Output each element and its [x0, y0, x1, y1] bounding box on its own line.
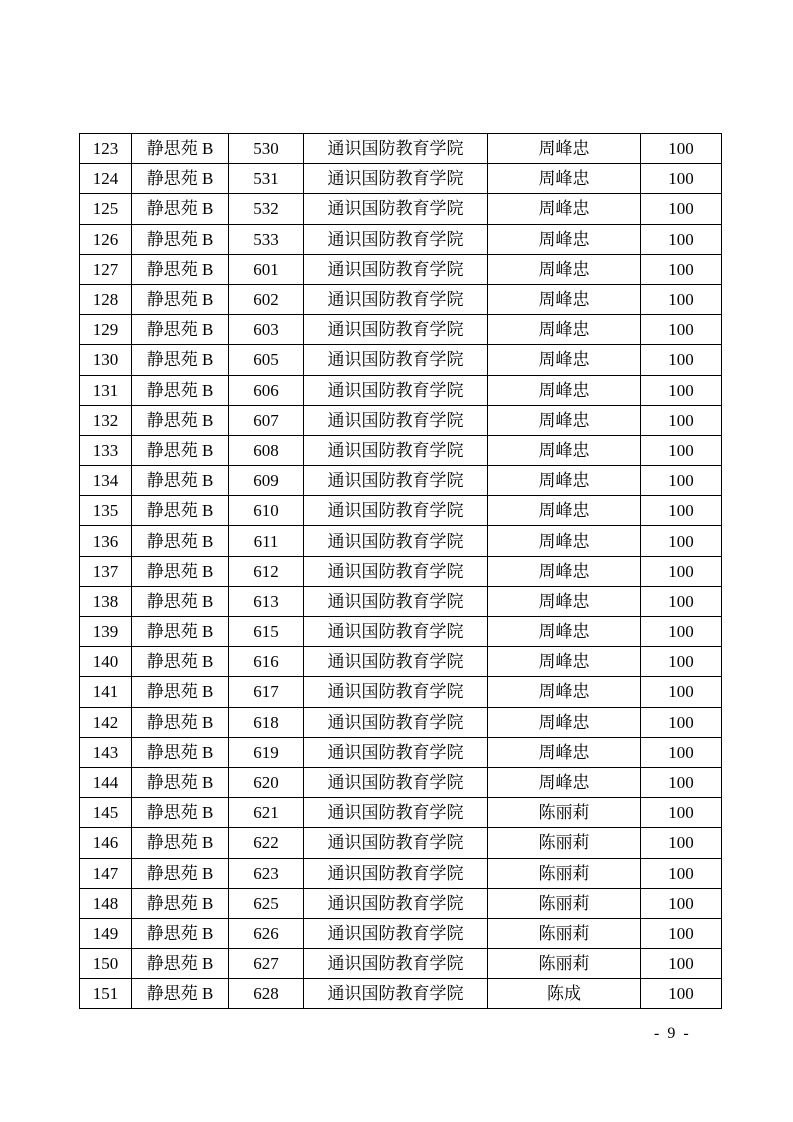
- building-cell: 静思苑 B: [132, 315, 229, 345]
- row-index-cell: 125: [80, 194, 132, 224]
- score-cell: 100: [641, 405, 722, 435]
- counselor-cell: 周峰忠: [488, 466, 641, 496]
- table-row: [80, 888, 722, 918]
- counselor-cell: 周峰忠: [488, 526, 641, 556]
- row-index-cell: 145: [80, 798, 132, 828]
- score-cell: 100: [641, 918, 722, 948]
- room-number-cell: 621: [229, 798, 304, 828]
- building-cell: 静思苑 B: [132, 164, 229, 194]
- counselor-cell: 周峰忠: [488, 617, 641, 647]
- college-cell: 通识国防教育学院: [304, 918, 488, 948]
- building-cell: 静思苑 B: [132, 466, 229, 496]
- room-number-cell: 607: [229, 405, 304, 435]
- room-number-cell: 627: [229, 949, 304, 979]
- counselor-cell: 周峰忠: [488, 707, 641, 737]
- table-row: [80, 466, 722, 496]
- room-number-cell: 601: [229, 254, 304, 284]
- counselor-cell: 周峰忠: [488, 345, 641, 375]
- building-cell: 静思苑 B: [132, 254, 229, 284]
- building-cell: 静思苑 B: [132, 375, 229, 405]
- row-index-cell: 126: [80, 224, 132, 254]
- row-index-cell: 147: [80, 858, 132, 888]
- score-cell: 100: [641, 254, 722, 284]
- building-cell: 静思苑 B: [132, 496, 229, 526]
- building-cell: 静思苑 B: [132, 586, 229, 616]
- counselor-cell: 陈丽莉: [488, 888, 641, 918]
- building-cell: 静思苑 B: [132, 194, 229, 224]
- counselor-cell: 陈丽莉: [488, 949, 641, 979]
- college-cell: 通识国防教育学院: [304, 284, 488, 314]
- college-cell: 通识国防教育学院: [304, 435, 488, 465]
- college-cell: 通识国防教育学院: [304, 858, 488, 888]
- college-cell: 通识国防教育学院: [304, 767, 488, 797]
- college-cell: 通识国防教育学院: [304, 828, 488, 858]
- score-cell: 100: [641, 647, 722, 677]
- counselor-cell: 周峰忠: [488, 405, 641, 435]
- counselor-cell: 周峰忠: [488, 586, 641, 616]
- building-cell: 静思苑 B: [132, 737, 229, 767]
- score-cell: 100: [641, 617, 722, 647]
- score-cell: 100: [641, 164, 722, 194]
- room-number-cell: 531: [229, 164, 304, 194]
- counselor-cell: 周峰忠: [488, 496, 641, 526]
- row-index-cell: 132: [80, 405, 132, 435]
- table-row: [80, 556, 722, 586]
- room-number-cell: 626: [229, 918, 304, 948]
- counselor-cell: 周峰忠: [488, 254, 641, 284]
- score-cell: 100: [641, 707, 722, 737]
- row-index-cell: 140: [80, 647, 132, 677]
- room-number-cell: 622: [229, 828, 304, 858]
- score-cell: 100: [641, 435, 722, 465]
- row-index-cell: 150: [80, 949, 132, 979]
- building-cell: 静思苑 B: [132, 798, 229, 828]
- row-index-cell: 143: [80, 737, 132, 767]
- counselor-cell: 陈丽莉: [488, 858, 641, 888]
- row-index-cell: 128: [80, 284, 132, 314]
- table-row: [80, 737, 722, 767]
- college-cell: 通识国防教育学院: [304, 798, 488, 828]
- room-number-cell: 532: [229, 194, 304, 224]
- college-cell: 通识国防教育学院: [304, 556, 488, 586]
- table-row: [80, 918, 722, 948]
- building-cell: 静思苑 B: [132, 949, 229, 979]
- row-index-cell: 148: [80, 888, 132, 918]
- counselor-cell: 陈丽莉: [488, 828, 641, 858]
- table-row: [80, 617, 722, 647]
- score-cell: 100: [641, 737, 722, 767]
- room-number-cell: 533: [229, 224, 304, 254]
- building-cell: 静思苑 B: [132, 405, 229, 435]
- score-cell: 100: [641, 496, 722, 526]
- score-cell: 100: [641, 284, 722, 314]
- counselor-cell: 陈丽莉: [488, 798, 641, 828]
- table-row: [80, 375, 722, 405]
- room-number-cell: 623: [229, 858, 304, 888]
- row-index-cell: 133: [80, 435, 132, 465]
- table-row: [80, 677, 722, 707]
- score-cell: 100: [641, 375, 722, 405]
- row-index-cell: 135: [80, 496, 132, 526]
- row-index-cell: 146: [80, 828, 132, 858]
- row-index-cell: 136: [80, 526, 132, 556]
- counselor-cell: 周峰忠: [488, 435, 641, 465]
- score-cell: 100: [641, 767, 722, 797]
- row-index-cell: 141: [80, 677, 132, 707]
- college-cell: 通识国防教育学院: [304, 134, 488, 164]
- table-row: [80, 858, 722, 888]
- building-cell: 静思苑 B: [132, 617, 229, 647]
- college-cell: 通识国防教育学院: [304, 405, 488, 435]
- table-row: [80, 949, 722, 979]
- room-number-cell: 613: [229, 586, 304, 616]
- building-cell: 静思苑 B: [132, 647, 229, 677]
- table-row: [80, 405, 722, 435]
- college-cell: 通识国防教育学院: [304, 888, 488, 918]
- room-number-cell: 625: [229, 888, 304, 918]
- room-number-cell: 610: [229, 496, 304, 526]
- score-cell: 100: [641, 134, 722, 164]
- building-cell: 静思苑 B: [132, 345, 229, 375]
- score-cell: 100: [641, 979, 722, 1009]
- row-index-cell: 137: [80, 556, 132, 586]
- building-cell: 静思苑 B: [132, 888, 229, 918]
- counselor-cell: 周峰忠: [488, 767, 641, 797]
- score-cell: 100: [641, 888, 722, 918]
- score-cell: 100: [641, 345, 722, 375]
- row-index-cell: 134: [80, 466, 132, 496]
- building-cell: 静思苑 B: [132, 435, 229, 465]
- college-cell: 通识国防教育学院: [304, 707, 488, 737]
- score-cell: 100: [641, 194, 722, 224]
- counselor-cell: 周峰忠: [488, 194, 641, 224]
- college-cell: 通识国防教育学院: [304, 254, 488, 284]
- room-number-cell: 603: [229, 315, 304, 345]
- college-cell: 通识国防教育学院: [304, 224, 488, 254]
- score-cell: 100: [641, 858, 722, 888]
- college-cell: 通识国防教育学院: [304, 677, 488, 707]
- table-row: [80, 194, 722, 224]
- college-cell: 通识国防教育学院: [304, 315, 488, 345]
- table-row: [80, 284, 722, 314]
- building-cell: 静思苑 B: [132, 556, 229, 586]
- table-row: [80, 647, 722, 677]
- score-cell: 100: [641, 586, 722, 616]
- row-index-cell: 129: [80, 315, 132, 345]
- row-index-cell: 138: [80, 586, 132, 616]
- score-cell: 100: [641, 677, 722, 707]
- room-number-cell: 618: [229, 707, 304, 737]
- score-cell: 100: [641, 466, 722, 496]
- building-cell: 静思苑 B: [132, 284, 229, 314]
- building-cell: 静思苑 B: [132, 918, 229, 948]
- college-cell: 通识国防教育学院: [304, 496, 488, 526]
- college-cell: 通识国防教育学院: [304, 526, 488, 556]
- table-row: [80, 496, 722, 526]
- table-row: [80, 526, 722, 556]
- table-row: [80, 707, 722, 737]
- row-index-cell: 149: [80, 918, 132, 948]
- row-index-cell: 142: [80, 707, 132, 737]
- building-cell: 静思苑 B: [132, 707, 229, 737]
- college-cell: 通识国防教育学院: [304, 979, 488, 1009]
- room-number-cell: 611: [229, 526, 304, 556]
- table-row: [80, 828, 722, 858]
- score-cell: 100: [641, 224, 722, 254]
- college-cell: 通识国防教育学院: [304, 466, 488, 496]
- room-number-cell: 608: [229, 435, 304, 465]
- row-index-cell: 131: [80, 375, 132, 405]
- room-number-cell: 620: [229, 767, 304, 797]
- counselor-cell: 周峰忠: [488, 737, 641, 767]
- counselor-cell: 陈丽莉: [488, 918, 641, 948]
- building-cell: 静思苑 B: [132, 224, 229, 254]
- building-cell: 静思苑 B: [132, 526, 229, 556]
- score-cell: 100: [641, 798, 722, 828]
- table-row: [80, 435, 722, 465]
- counselor-cell: 周峰忠: [488, 677, 641, 707]
- table-row: [80, 224, 722, 254]
- counselor-cell: 周峰忠: [488, 556, 641, 586]
- dorm-score-table: [79, 133, 722, 1009]
- room-number-cell: 605: [229, 345, 304, 375]
- building-cell: 静思苑 B: [132, 677, 229, 707]
- table-body: [80, 134, 722, 1009]
- table-row: [80, 254, 722, 284]
- room-number-cell: 615: [229, 617, 304, 647]
- table-row: [80, 767, 722, 797]
- row-index-cell: 151: [80, 979, 132, 1009]
- room-number-cell: 617: [229, 677, 304, 707]
- table-row: [80, 164, 722, 194]
- score-cell: 100: [641, 949, 722, 979]
- table-row: [80, 345, 722, 375]
- table-row: [80, 586, 722, 616]
- building-cell: 静思苑 B: [132, 858, 229, 888]
- college-cell: 通识国防教育学院: [304, 737, 488, 767]
- building-cell: 静思苑 B: [132, 767, 229, 797]
- room-number-cell: 606: [229, 375, 304, 405]
- college-cell: 通识国防教育学院: [304, 375, 488, 405]
- college-cell: 通识国防教育学院: [304, 345, 488, 375]
- room-number-cell: 616: [229, 647, 304, 677]
- row-index-cell: 127: [80, 254, 132, 284]
- table-row: [80, 979, 722, 1009]
- building-cell: 静思苑 B: [132, 979, 229, 1009]
- counselor-cell: 周峰忠: [488, 284, 641, 314]
- row-index-cell: 123: [80, 134, 132, 164]
- counselor-cell: 周峰忠: [488, 315, 641, 345]
- row-index-cell: 144: [80, 767, 132, 797]
- college-cell: 通识国防教育学院: [304, 586, 488, 616]
- table-row: [80, 798, 722, 828]
- score-cell: 100: [641, 526, 722, 556]
- row-index-cell: 124: [80, 164, 132, 194]
- page-number: - 9 -: [654, 1025, 691, 1042]
- building-cell: 静思苑 B: [132, 134, 229, 164]
- college-cell: 通识国防教育学院: [304, 647, 488, 677]
- counselor-cell: 周峰忠: [488, 134, 641, 164]
- college-cell: 通识国防教育学院: [304, 164, 488, 194]
- college-cell: 通识国防教育学院: [304, 949, 488, 979]
- counselor-cell: 周峰忠: [488, 375, 641, 405]
- college-cell: 通识国防教育学院: [304, 617, 488, 647]
- room-number-cell: 609: [229, 466, 304, 496]
- room-number-cell: 612: [229, 556, 304, 586]
- counselor-cell: 周峰忠: [488, 164, 641, 194]
- building-cell: 静思苑 B: [132, 828, 229, 858]
- table-row: [80, 315, 722, 345]
- college-cell: 通识国防教育学院: [304, 194, 488, 224]
- score-cell: 100: [641, 556, 722, 586]
- counselor-cell: 周峰忠: [488, 647, 641, 677]
- score-cell: 100: [641, 315, 722, 345]
- room-number-cell: 628: [229, 979, 304, 1009]
- row-index-cell: 139: [80, 617, 132, 647]
- row-index-cell: 130: [80, 345, 132, 375]
- counselor-cell: 周峰忠: [488, 224, 641, 254]
- counselor-cell: 陈成: [488, 979, 641, 1009]
- table-row: [80, 134, 722, 164]
- room-number-cell: 530: [229, 134, 304, 164]
- room-number-cell: 619: [229, 737, 304, 767]
- room-number-cell: 602: [229, 284, 304, 314]
- score-cell: 100: [641, 828, 722, 858]
